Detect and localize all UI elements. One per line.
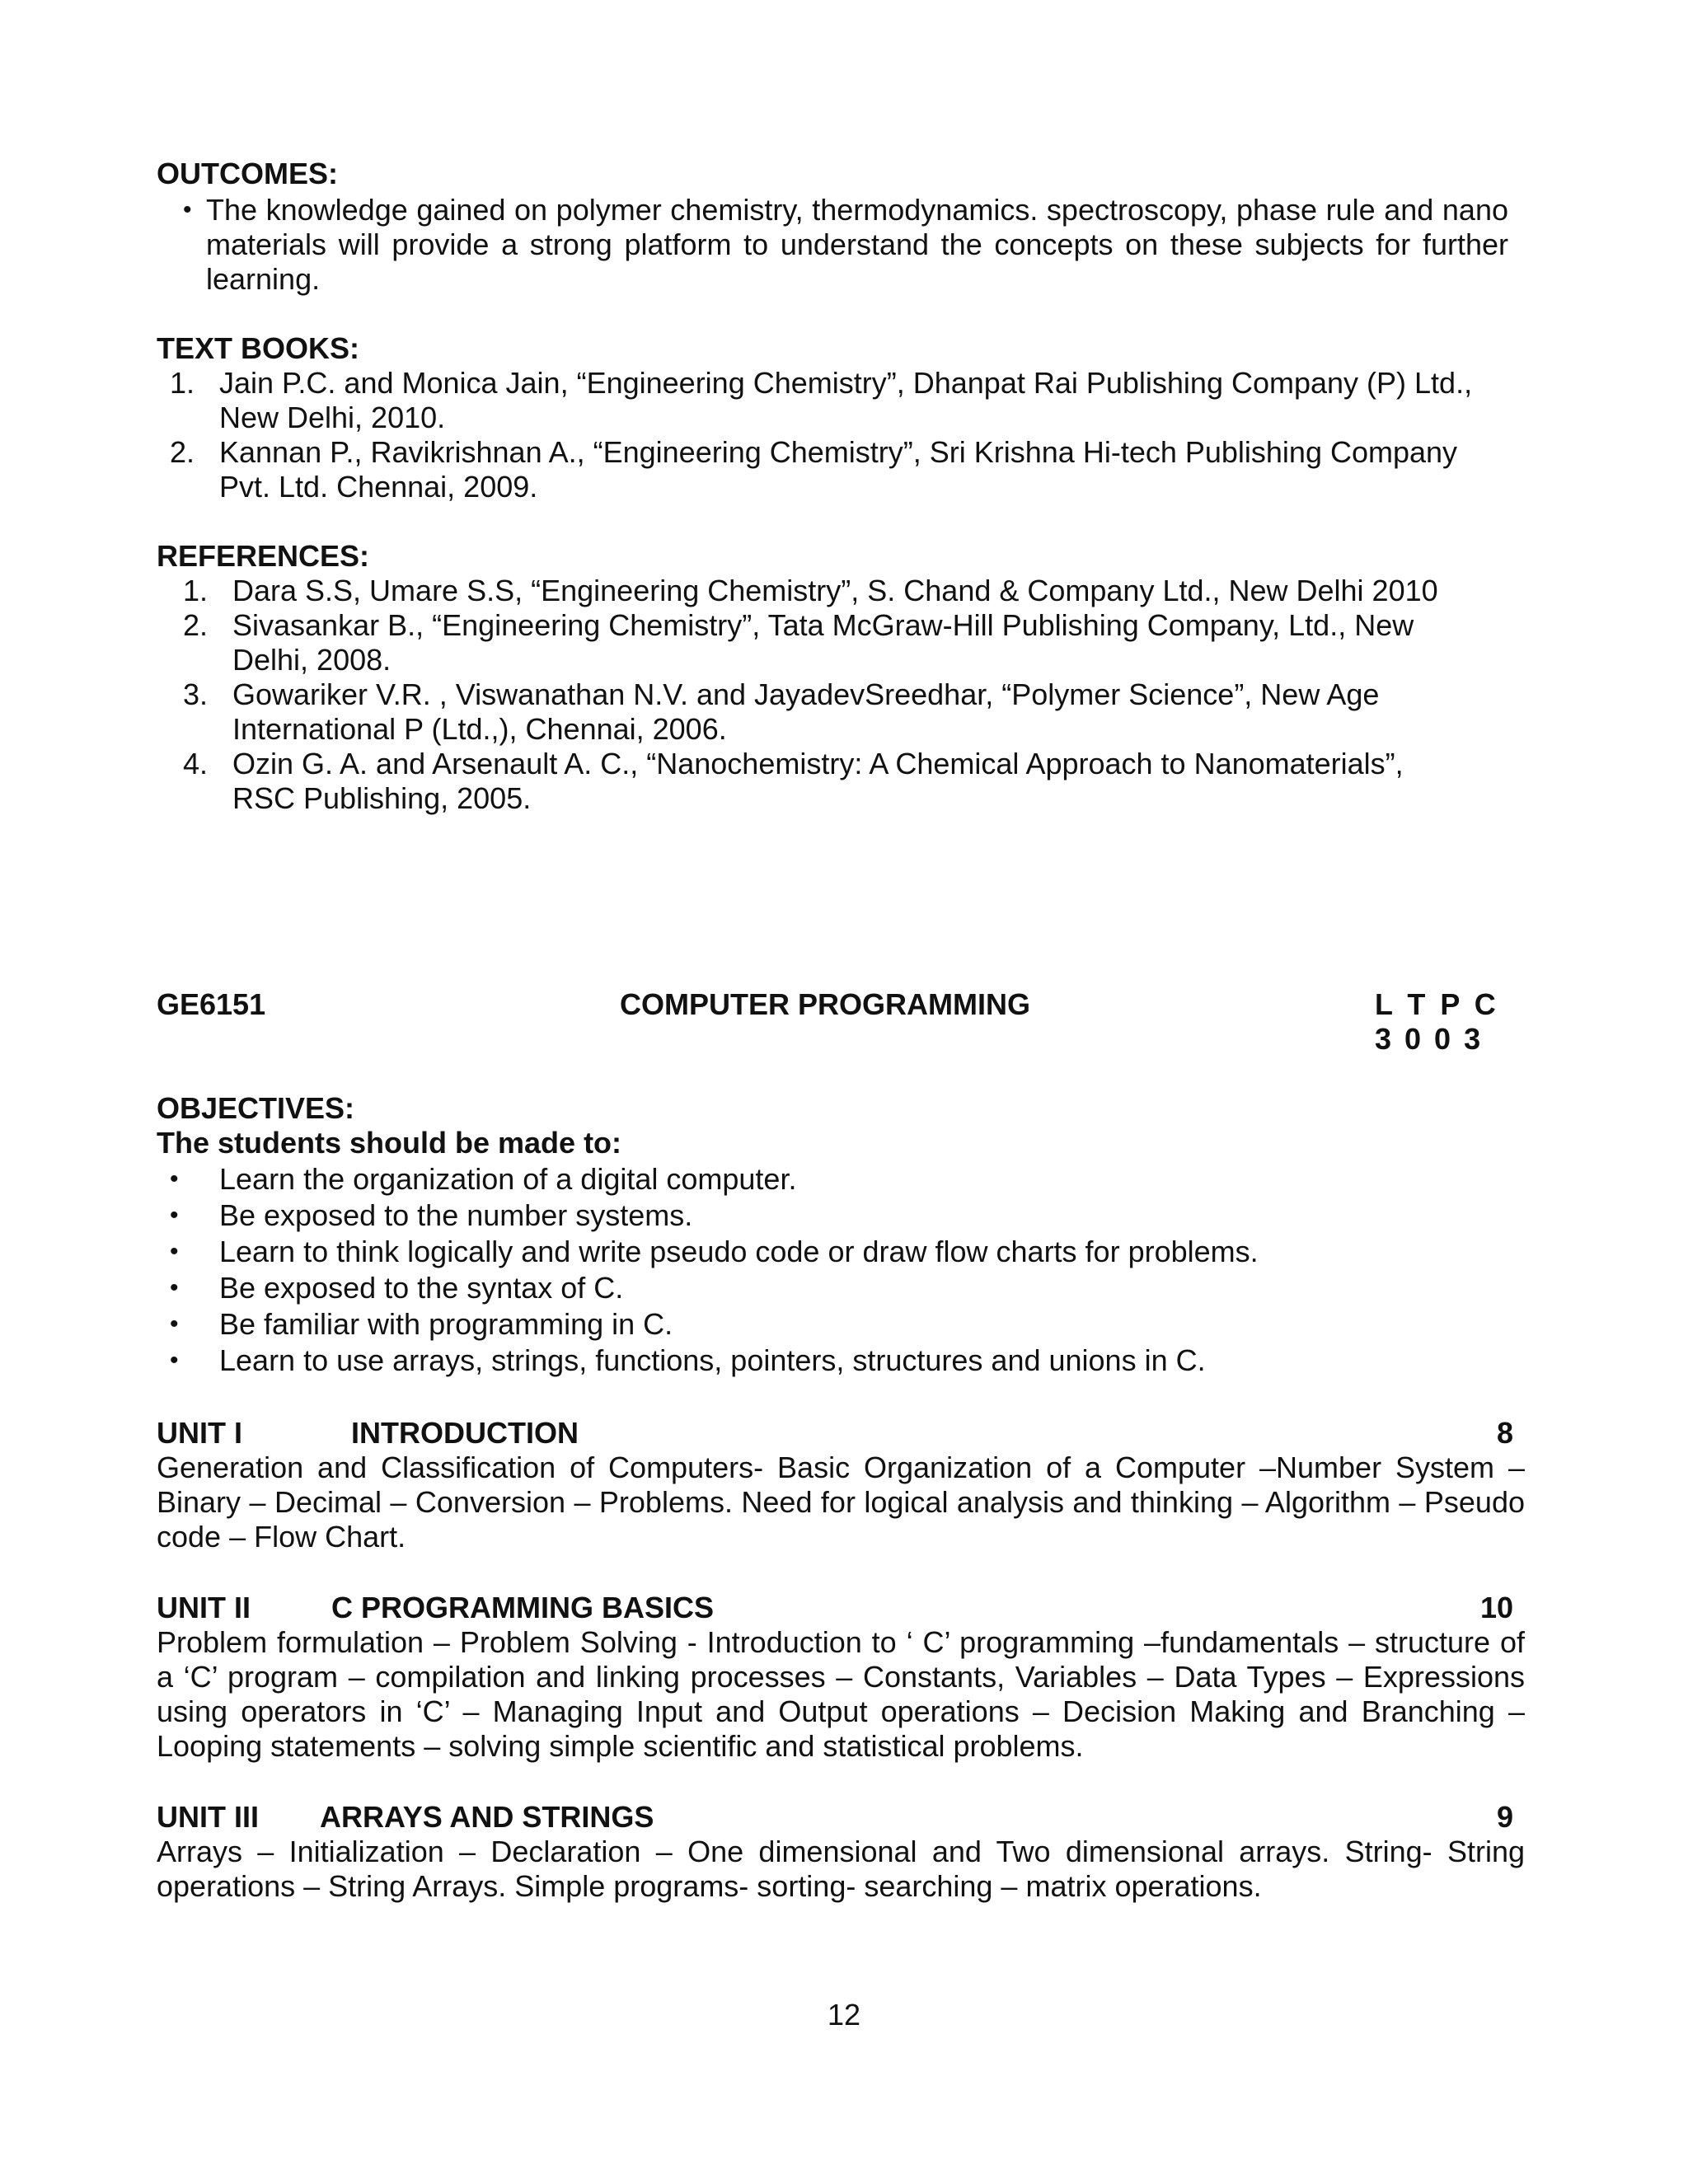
unit-label: UNIT III xyxy=(157,1800,259,1834)
textbook-item: Jain P.C. and Monica Jain, “Engineering Chemistry”, Dhanpat Rai Publishing Company (P) Ltd., New Delhi, 2010. xyxy=(219,366,1473,434)
reference-number: 1. xyxy=(183,574,209,607)
objective-item: Be exposed to the syntax of C. xyxy=(219,1271,624,1305)
reference-number: 4. xyxy=(183,747,209,780)
unit-hours: 8 xyxy=(1497,1416,1514,1450)
objective-bullet: • xyxy=(170,1274,179,1301)
unit-hours: 9 xyxy=(1497,1800,1514,1834)
objective-bullet: • xyxy=(170,1202,179,1229)
page-number: 12 xyxy=(827,1998,861,2032)
objective-bullet: • xyxy=(170,1347,179,1374)
reference-number: 2. xyxy=(183,608,209,642)
ltpc-values: 3 0 0 3 xyxy=(1375,1022,1481,1056)
reference-item: Sivasankar B., “Engineering Chemistry”, Tata McGraw-Hill Publishing Company, Ltd., New Delhi, 2008. xyxy=(232,608,1414,677)
unit-hours: 10 xyxy=(1480,1591,1514,1624)
unit-text: Problem formulation – Problem Solving - Introduction to ‘ C’ programming –fundamentals – structure of a ‘C’ program – compilation and linking processes – Constants, Variables – Data Types – Expressions using operators in ‘C’ – Managing Input and Output operations – Decision Making and Branching – Looping statements – solving simple scientific and statistical problems. xyxy=(157,1625,1525,1763)
course-code: GE6151 xyxy=(157,987,266,1021)
textbook-number: 2. xyxy=(170,435,195,469)
objective-item: Be familiar with programming in C. xyxy=(219,1307,673,1341)
textbooks-heading: TEXT BOOKS: xyxy=(157,331,360,365)
objectives-subheading: The students should be made to: xyxy=(157,1126,622,1160)
unit-label: UNIT I xyxy=(157,1416,242,1450)
outcomes-bullet: • xyxy=(183,196,192,223)
outcomes-text: The knowledge gained on polymer chemistry, thermodynamics. spectroscopy, phase rule and nano materials will provide a strong platform to understand the concepts on these subjects for further learning. xyxy=(206,193,1508,296)
textbook-item: Kannan P., Ravikrishnan A., “Engineering Chemistry”, Sri Krishna Hi-tech Publishing Company Pvt. Ltd. Chennai, 2009. xyxy=(219,435,1458,504)
outcomes-heading: OUTCOMES: xyxy=(157,157,338,190)
objective-bullet: • xyxy=(170,1165,179,1193)
textbook-number: 1. xyxy=(170,366,195,400)
ltpc-header: L T P C xyxy=(1375,987,1496,1021)
reference-number: 3. xyxy=(183,677,209,711)
references-heading: REFERENCES: xyxy=(157,539,370,573)
reference-item: Gowariker V.R. , Viswanathan N.V. and JayadevSreedhar, “Polymer Science”, New Age International P (Ltd.,), Chennai, 2006. xyxy=(232,677,1380,746)
unit-text: Generation and Classification of Computers- Basic Organization of a Computer –Number System – Binary – Decimal – Conversion – Problems. Need for logical analysis and thinking – Algorithm – Pseudo code – Flow Chart. xyxy=(157,1451,1525,1554)
reference-item: Ozin G. A. and Arsenault A. C., “Nanochemistry: A Chemical Approach to Nanomaterials”, RSC Publishing, 2005. xyxy=(232,747,1404,815)
objective-bullet: • xyxy=(170,1310,179,1338)
reference-item: Dara S.S, Umare S.S, “Engineering Chemistry”, S. Chand & Company Ltd., New Delhi 2010 xyxy=(232,574,1438,607)
objective-item: Learn the organization of a digital computer. xyxy=(219,1162,797,1196)
objectives-heading: OBJECTIVES: xyxy=(157,1091,355,1125)
objective-item: Be exposed to the number systems. xyxy=(219,1198,693,1232)
objective-bullet: • xyxy=(170,1238,179,1265)
unit-title: C PROGRAMMING BASICS xyxy=(331,1591,715,1624)
objective-item: Learn to think logically and write pseudo code or draw flow charts for problems. xyxy=(219,1235,1259,1268)
course-title: COMPUTER PROGRAMMING xyxy=(620,987,1030,1021)
unit-label: UNIT II xyxy=(157,1591,251,1624)
unit-text: Arrays – Initialization – Declaration – One dimensional and Two dimensional arrays. String- String operations – String Arrays. Simple programs- sorting- searching – matrix operations. xyxy=(157,1835,1525,1903)
unit-title: INTRODUCTION xyxy=(351,1416,579,1450)
unit-title: ARRAYS AND STRINGS xyxy=(320,1800,654,1834)
objective-item: Learn to use arrays, strings, functions, pointers, structures and unions in C. xyxy=(219,1343,1206,1377)
